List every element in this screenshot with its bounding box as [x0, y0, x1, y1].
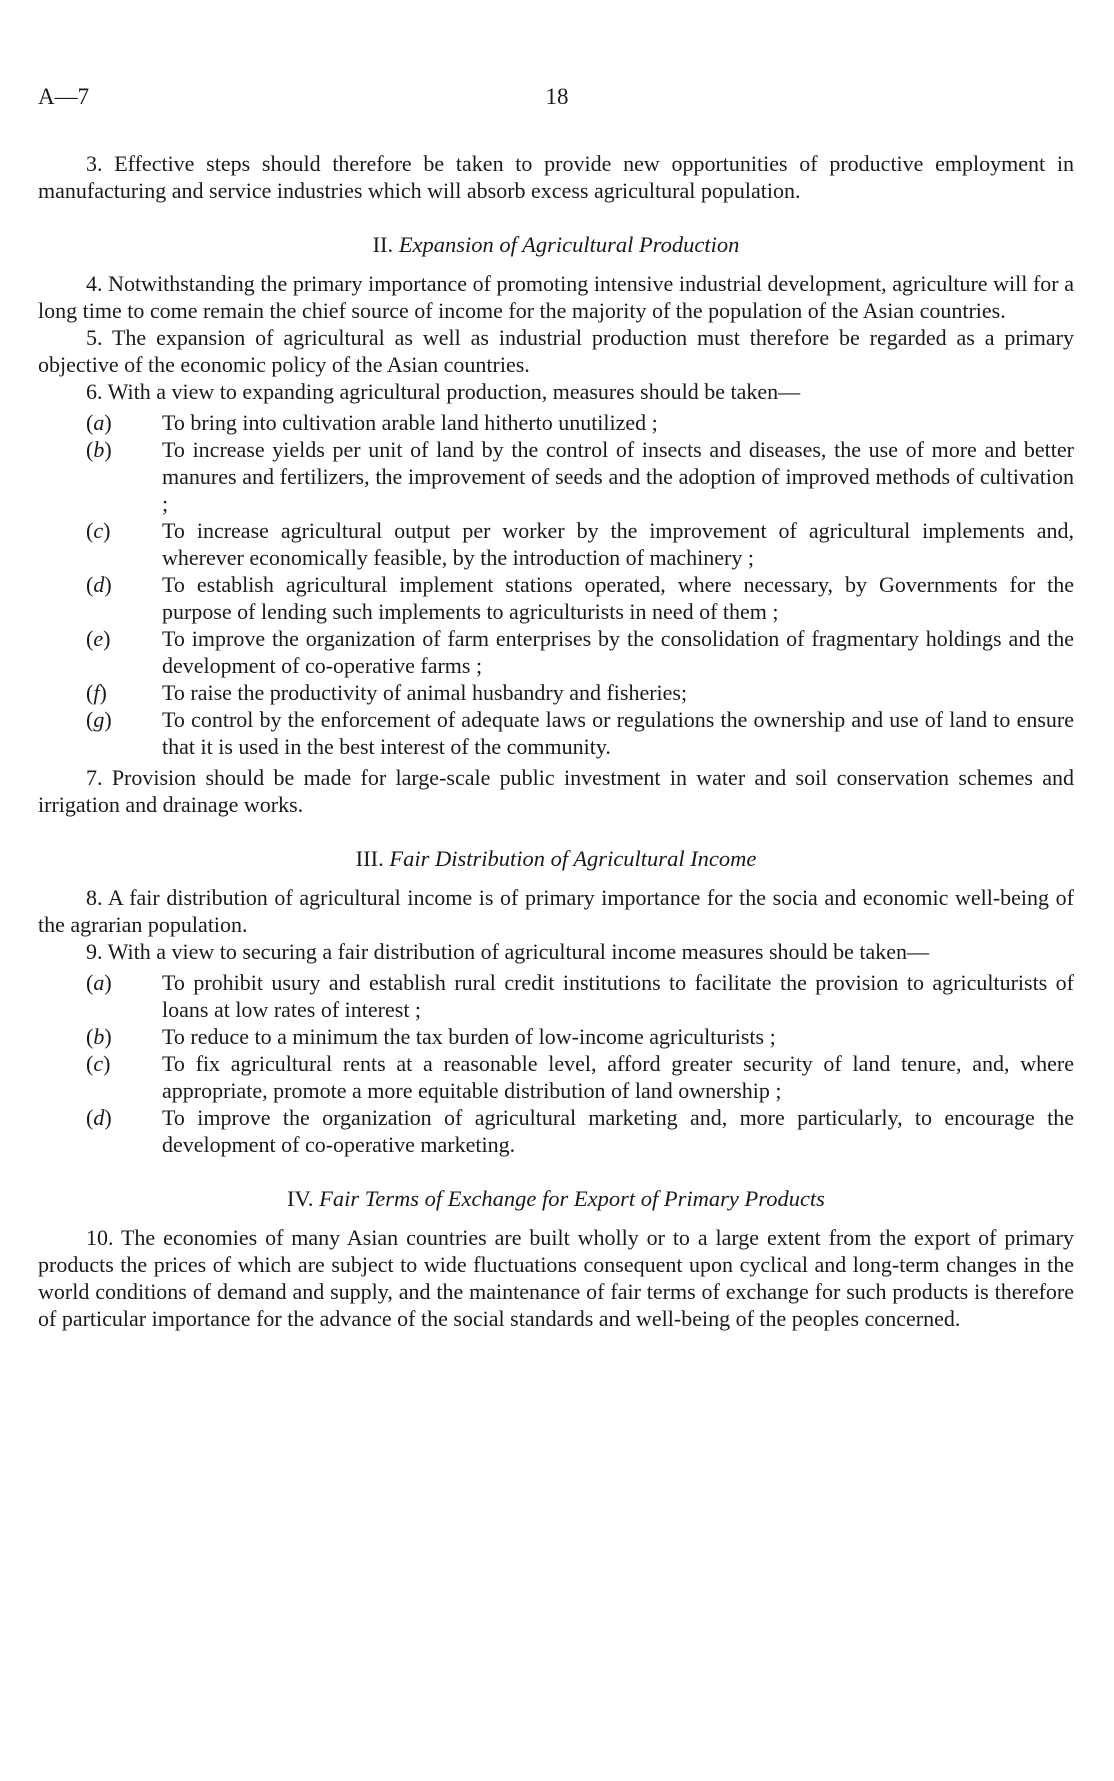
list-item [38, 679, 1074, 706]
list-item [38, 1104, 1074, 1158]
list-item-label: (e) [86, 626, 111, 651]
paragraph-9: 9. With a view to securing a fair distribution of agricultural income measures should be taken— [86, 939, 930, 964]
section-numeral: III. [355, 846, 384, 871]
page-number: 18 [545, 84, 569, 109]
list-item [38, 571, 1074, 625]
section-title: Expansion of Agricultural Production [398, 232, 740, 257]
section-title: Fair Distribution of Agricultural Income [389, 846, 757, 871]
list-item [38, 706, 1074, 760]
paragraph-7: 7. Provision should be made for large-scale public investment in water and soil conservation schemes and irrigation and drainage works. [38, 765, 1074, 817]
list-item-text: To raise the productivity of animal husbandry and fisheries; [162, 680, 688, 705]
page-header [38, 84, 1076, 114]
list-item-label: (f) [86, 680, 107, 705]
list-item-text: To bring into cultivation arable land hitherto unutilized ; [162, 410, 658, 435]
list-item [38, 1023, 1074, 1050]
list-item [38, 517, 1074, 571]
list-item [38, 1050, 1074, 1104]
list-item-label: (c) [86, 518, 111, 543]
list-item-text: To increase agricultural output per worker by the improvement of agricultural implements and, wherever economically feasible, by the introduction of machinery ; [162, 518, 1074, 570]
list-item-text: To establish agricultural implement stations operated, where necessary, by Governments for the purpose of lending such implements to agriculturists in need of them ; [162, 572, 1074, 624]
list-item-text: To control by the enforcement of adequate laws or regulations the ownership and use of land to ensure that it is used in the best interest of the community. [162, 707, 1074, 759]
list-item-label: (d) [86, 572, 112, 597]
section-numeral: IV. [287, 1186, 314, 1211]
section-heading-3 [38, 844, 1074, 874]
list-item-text: To prohibit usury and establish rural credit institutions to facilitate the provision to agriculturists of loans at low rates of interest ; [162, 970, 1074, 1022]
measures-list-agricultural-production [38, 409, 1074, 760]
section-heading-4 [38, 1184, 1074, 1214]
section-title: Fair Terms of Exchange for Export of Primary Products [319, 1186, 825, 1211]
paragraph-4: 4. Notwithstanding the primary importance of promoting intensive industrial development, agriculture will for a long time to come remain the chief source of income for the majority of the population of the Asian countries. [38, 271, 1074, 323]
document-body [38, 150, 1074, 1332]
paragraph-8: 8. A fair distribution of agricultural income is of primary importance for the socia and economic well-being of the agrarian population. [38, 885, 1074, 937]
list-item [38, 409, 1074, 436]
list-item [38, 625, 1074, 679]
list-item-label: (d) [86, 1105, 112, 1130]
paragraph-10: 10. The economies of many Asian countries are built wholly or to a large extent from the export of primary products the prices of which are subject to wide fluctuations consequent upon cyclical and long-term changes in the world conditions of demand and supply, and the maintenance of fair terms of exchange for such products is therefore of particular importance for the advance of the social standards and well-being of the peoples concerned. [38, 1225, 1074, 1331]
list-item-label: (b) [86, 437, 112, 462]
list-item [38, 436, 1074, 517]
list-item-text: To fix agricultural rents at a reasonable level, afford greater security of land tenure, and, where appropriate, promote a more equitable distribution of land ownership ; [162, 1051, 1074, 1103]
list-item [38, 969, 1074, 1023]
list-item-label: (a) [86, 970, 112, 995]
list-item-label: (a) [86, 410, 112, 435]
paragraph-5: 5. The expansion of agricultural as well as industrial production must therefore be regarded as a primary objective of the economic policy of the Asian countries. [38, 325, 1074, 377]
list-item-label: (g) [86, 707, 112, 732]
page-code: A—7 [38, 84, 90, 109]
paragraph-6: 6. With a view to expanding agricultural production, measures should be taken— [86, 379, 801, 404]
list-item-text: To improve the organization of agricultural marketing and, more particularly, to encourage the development of co-operative marketing. [162, 1105, 1074, 1157]
measures-list-income-distribution [38, 969, 1074, 1158]
list-item-label: (b) [86, 1024, 112, 1049]
section-numeral: II. [372, 232, 394, 257]
list-item-text: To increase yields per unit of land by the control of insects and diseases, the use of more and better manures and fertilizers, the improvement of seeds and the adoption of improved methods of cultivation ; [162, 437, 1074, 516]
list-item-label: (c) [86, 1051, 111, 1076]
paragraph-3: 3. Effective steps should therefore be taken to provide new opportunities of productive employment in manufacturing and service industries which will absorb excess agricultural population. [38, 151, 1074, 203]
section-heading-2 [38, 230, 1074, 260]
list-item-text: To improve the organization of farm enterprises by the consolidation of fragmentary holdings and the development of co-operative farms ; [162, 626, 1074, 678]
list-item-text: To reduce to a minimum the tax burden of low-income agriculturists ; [162, 1024, 776, 1049]
